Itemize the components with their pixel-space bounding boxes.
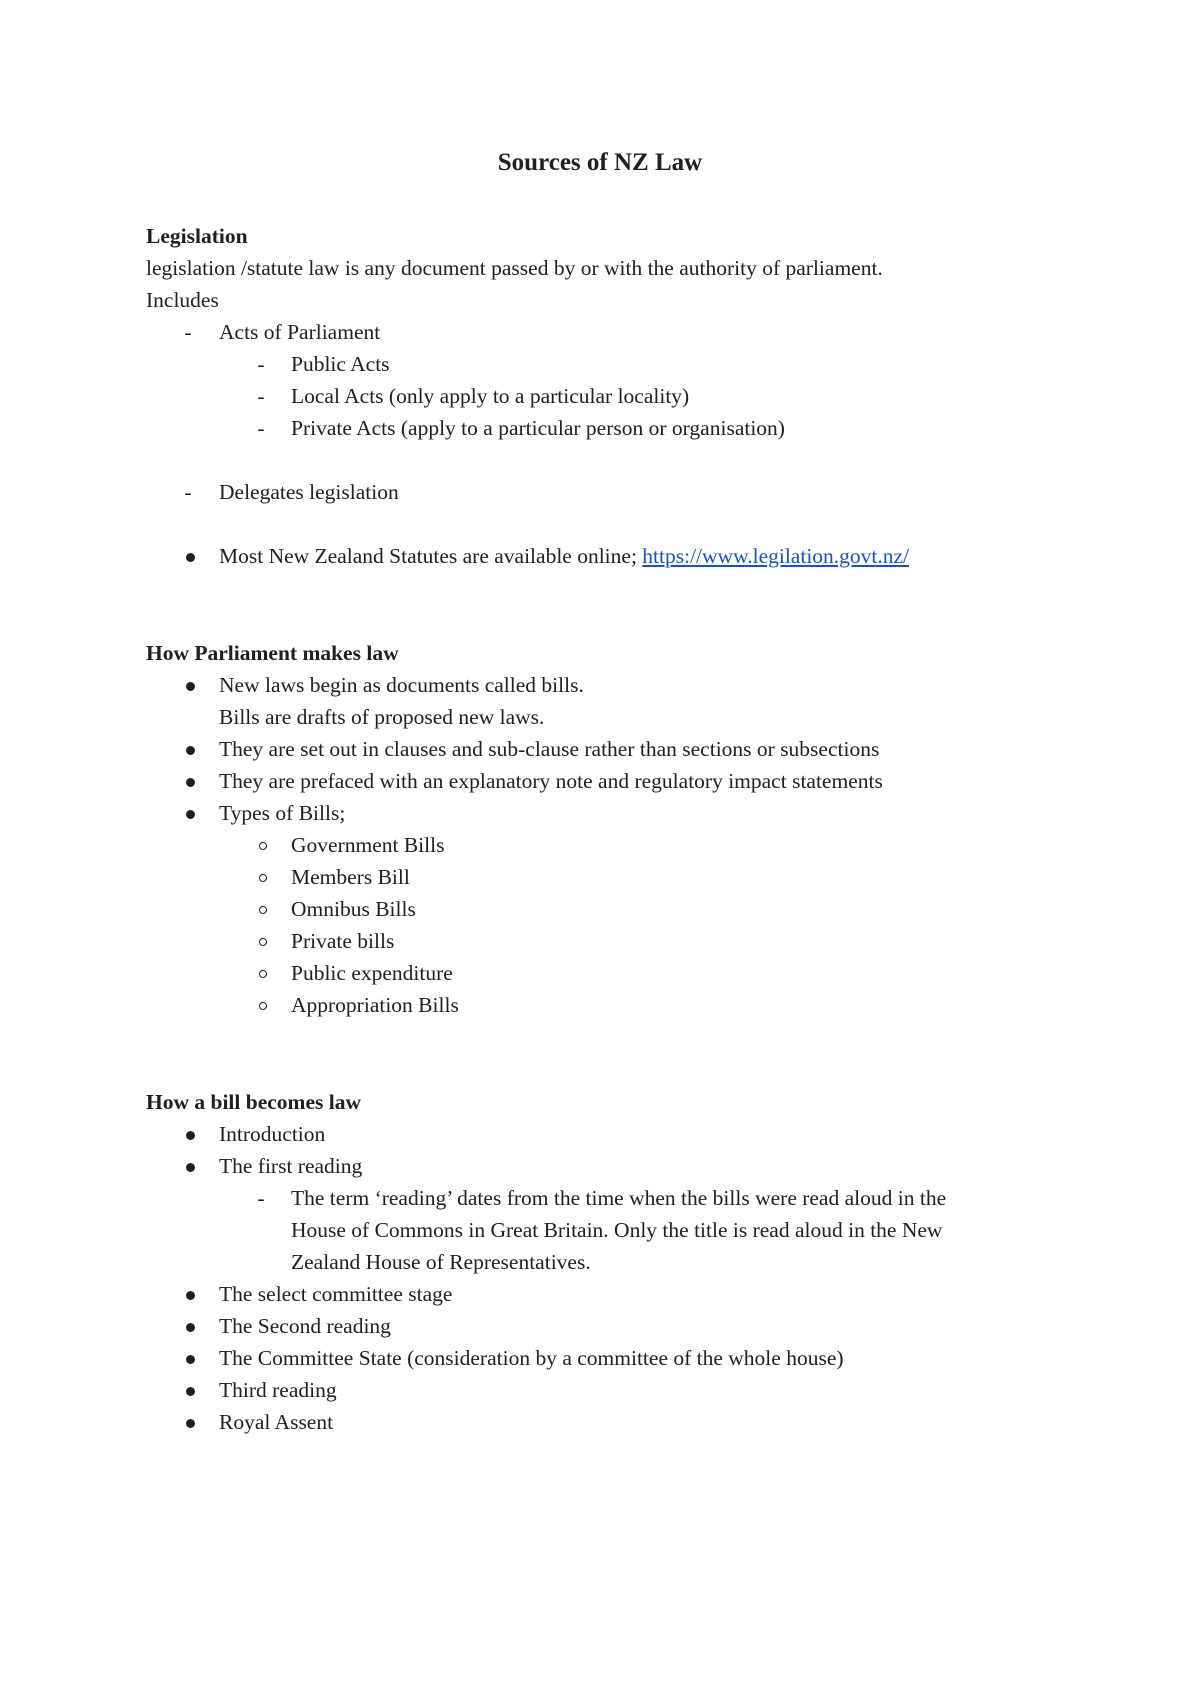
list-item-acts-of-parliament: Acts of Parliament bbox=[219, 320, 381, 344]
circle-bullet-icon bbox=[259, 842, 267, 850]
circle-bullet-icon bbox=[259, 906, 267, 914]
list-item-bill-type: Public expenditure bbox=[291, 961, 453, 985]
bullet-icon bbox=[186, 1419, 195, 1428]
list-item-new-laws-continued: Bills are drafts of proposed new laws. bbox=[219, 705, 545, 729]
reading-note-line: House of Commons in Great Britain. Only the title is read aloud in the New bbox=[291, 1218, 943, 1242]
legislation-intro: legislation /statute law is any document passed by or with the authority of parliament. bbox=[146, 256, 883, 280]
list-item-prefaced: They are prefaced with an explanatory note and regulatory impact statements bbox=[219, 769, 883, 793]
bullet-icon bbox=[186, 1163, 195, 1172]
dash-marker: - bbox=[184, 320, 192, 344]
list-item-royal-assent: Royal Assent bbox=[219, 1410, 334, 1434]
list-item-second-reading: The Second reading bbox=[219, 1314, 391, 1338]
bullet-icon bbox=[186, 682, 195, 691]
bullet-icon bbox=[186, 778, 195, 787]
list-item-first-reading: The first reading bbox=[219, 1154, 363, 1178]
circle-bullet-icon bbox=[259, 938, 267, 946]
list-item-types-of-bills: Types of Bills; bbox=[219, 801, 346, 825]
list-item-private-acts: Private Acts (apply to a particular person or organisation) bbox=[291, 416, 785, 440]
list-item-bill-type: Government Bills bbox=[291, 833, 445, 857]
circle-bullet-icon bbox=[259, 970, 267, 978]
legislation-heading: Legislation bbox=[146, 224, 248, 248]
reading-note-line: Zealand House of Representatives. bbox=[291, 1250, 591, 1274]
bullet-icon bbox=[186, 1387, 195, 1396]
reading-note-line: The term ‘reading’ dates from the time when the bills were read aloud in the bbox=[291, 1186, 947, 1210]
list-item-select-committee: The select committee stage bbox=[219, 1282, 453, 1306]
list-item-bill-type: Members Bill bbox=[291, 865, 410, 889]
list-item-delegates-legislation: Delegates legislation bbox=[219, 480, 399, 504]
dash-marker: - bbox=[257, 384, 265, 408]
list-item-bill-type: Appropriation Bills bbox=[291, 993, 459, 1017]
list-item-committee-state: The Committee State (consideration by a committee of the whole house) bbox=[219, 1346, 844, 1370]
bullet-icon bbox=[186, 1131, 195, 1140]
list-item-online-statutes bbox=[219, 542, 909, 570]
bill-heading: How a bill becomes law bbox=[146, 1090, 361, 1114]
parliament-heading: How Parliament makes law bbox=[146, 641, 399, 665]
dash-marker: - bbox=[184, 480, 192, 504]
dash-marker: - bbox=[257, 1186, 265, 1210]
bullet-icon bbox=[186, 1355, 195, 1364]
bullet-icon bbox=[186, 553, 195, 562]
list-item-third-reading: Third reading bbox=[219, 1378, 337, 1402]
includes-label: Includes bbox=[146, 288, 219, 312]
bullet-icon bbox=[186, 810, 195, 819]
legislation-link[interactable]: https://www.legilation.govt.nz/ bbox=[642, 544, 910, 568]
online-statutes-text: Most New Zealand Statutes are available online; bbox=[219, 544, 643, 568]
circle-bullet-icon bbox=[259, 1002, 267, 1010]
bullet-icon bbox=[186, 1323, 195, 1332]
dash-marker: - bbox=[257, 416, 265, 440]
list-item-bill-type: Private bills bbox=[291, 929, 395, 953]
page-title: Sources of NZ Law bbox=[497, 149, 703, 176]
list-item-bill-type: Omnibus Bills bbox=[291, 897, 416, 921]
dash-marker: - bbox=[257, 352, 265, 376]
list-item-public-acts: Public Acts bbox=[291, 352, 390, 376]
bullet-icon bbox=[186, 1291, 195, 1300]
list-item-clauses: They are set out in clauses and sub-clause rather than sections or subsections bbox=[219, 737, 880, 761]
bullet-icon bbox=[186, 746, 195, 755]
list-item-local-acts: Local Acts (only apply to a particular locality) bbox=[291, 384, 690, 408]
circle-bullet-icon bbox=[259, 874, 267, 882]
list-item-introduction: Introduction bbox=[219, 1122, 326, 1146]
list-item-new-laws: New laws begin as documents called bills. bbox=[219, 673, 584, 697]
